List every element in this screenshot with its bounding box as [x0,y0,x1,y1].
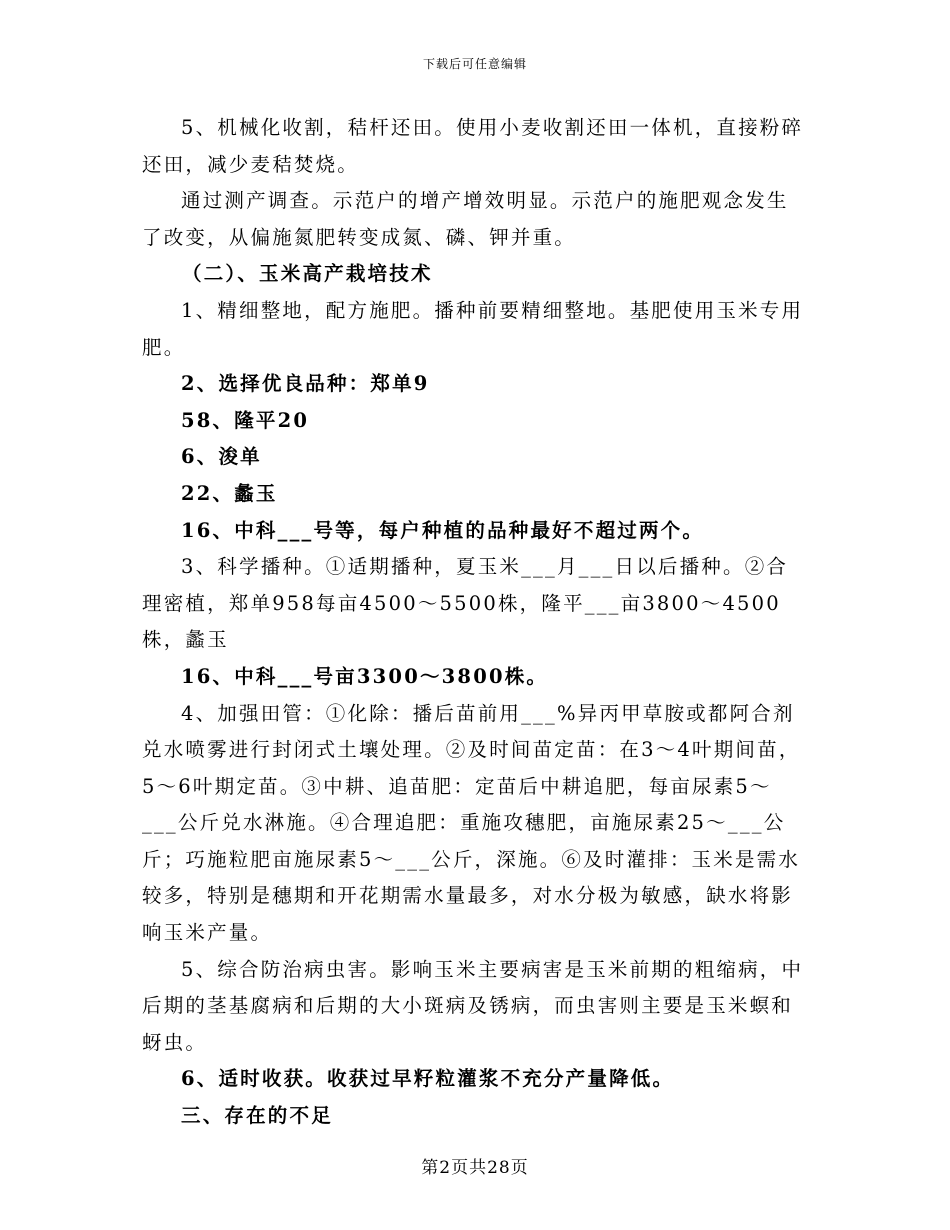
paragraph-soil-prep: 1、精细整地，配方施肥。播种前要精细整地。基肥使用玉米专用肥。 [142,298,804,359]
paragraph-field-management: 4、加强田管：①化除：播后苗前用___%异丙甲草胺或都阿合剂兑水喷雾进行封闭式土壤处理。②及时间苗定苗：在3～4叶期间苗，5～6叶期定苗。③中耕、追苗肥：定苗后中耕追肥，每亩尿素5～___公斤兑水淋施。④合理追肥：重施攻穗肥，亩施尿素25～___公斤；巧施粒肥亩施尿素5～___公斤，深施。⑥及时灌排：玉米是需水较多，特别是穗期和开花期需水量最多，对水分极为敏感，缺水将影响玉米产量。 [142,701,801,945]
paragraph-pest-control: 5、综合防治病虫害。影响玉米主要病害是玉米前期的粗缩病，中后期的茎基腐病和后期的大小斑病及锈病，而虫害则主要是玉米螟和蚜虫。 [142,957,804,1054]
page-header: 下载后可任意编辑 [422,57,527,71]
paragraph-harvest-wheat: 5、机械化收割，秸杆还田。使用小麦收割还田一体机，直接粉碎还田，减少麦秸焚烧。 [142,116,804,176]
paragraph-yield-survey: 通过测产调查。示范户的增产增效明显。示范户的施肥观念发生了改变，从偏施氮肥转变成氮、磷、钾并重。 [142,189,789,249]
paragraph-variety-3: 6、浚单 [181,445,262,469]
section-heading-corn: （二）、玉米高产栽培技术 [182,262,433,286]
paragraph-sowing: 3、科学播种。①适期播种，夏玉米___月___日以后播种。②合理密植，郑单958每亩4500～5500株，隆平___亩3800～4500株，蠡玉 [142,555,789,652]
section-heading-shortcomings: 三、存在的不足 [181,1104,333,1128]
document-body [142,110,807,1135]
page-footer: 第2页共28页 [421,1158,529,1178]
paragraph-harvest-corn: 6、适时收获。收获过早籽粒灌浆不充分产量降低。 [181,1067,675,1091]
paragraph-variety-1: 2、选择优良品种：郑单9 [181,372,430,396]
paragraph-sowing-density: 16、中科___号亩3300～3800株。 [181,664,549,688]
paragraph-variety-2: 58、隆平20 [181,408,310,432]
paragraph-variety-5: 16、中科___号等，每户种植的品种最好不超过两个。 [181,518,705,542]
paragraph-variety-4: 22、蠡玉 [181,481,278,505]
